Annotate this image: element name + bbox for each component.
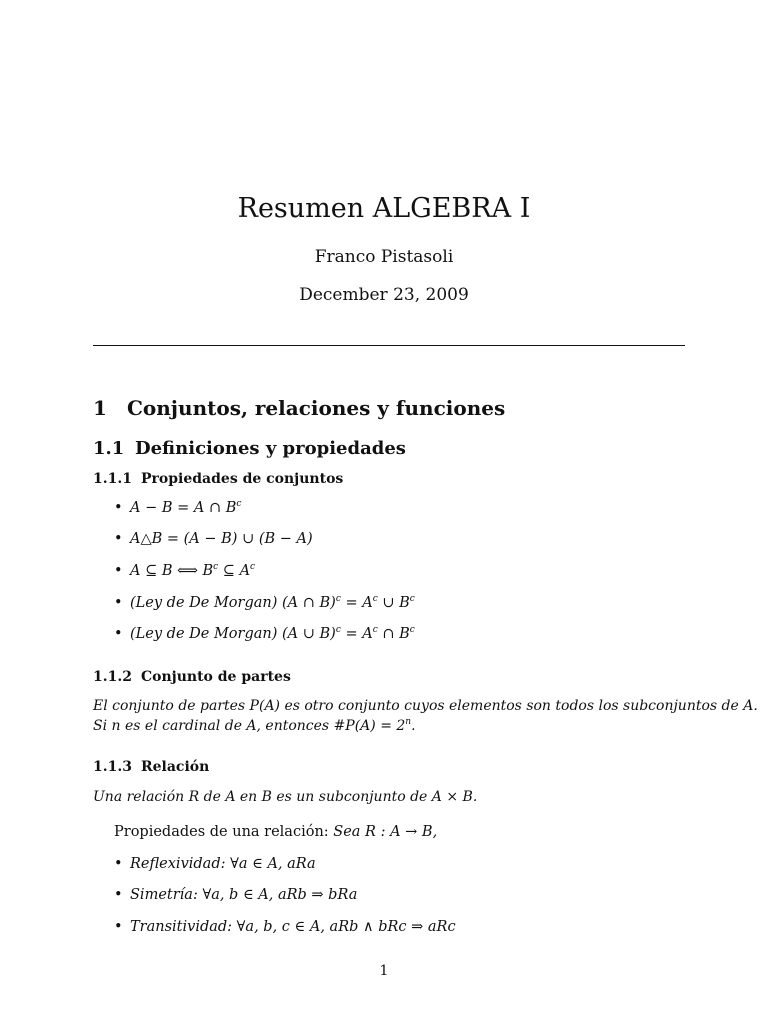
subsubsection-title: Relación — [141, 759, 210, 775]
subsubsection-heading — [93, 669, 291, 685]
list-item: • A ⊆ B ⟺ $B^c$ ⊆ $A^c$ — [114, 562, 256, 579]
paragraph-line: El conjunto de partes P(A) es otro conjunto cuyos elementos son todos los subconjuntos de A. — [93, 698, 758, 714]
list-item: • (Ley de De Morgan) (A ∪ $B)^c = A^c$ ∩ $B^c$ — [114, 625, 415, 642]
subsubsection-number: 1.1.2 — [93, 669, 132, 685]
subsubsection-title: Conjunto de partes — [141, 669, 291, 685]
subsection-number: 1.1 — [93, 438, 125, 459]
document-date: December 23, 2009 — [299, 285, 469, 305]
list-item: • Transitividad: ∀a, b, c ∈ A, aRb ∧ bRc ⇒ aRc — [114, 919, 456, 935]
list-item: • Reflexividad: ∀a ∈ A, aRa — [114, 856, 316, 872]
subsubsection-heading — [93, 759, 209, 775]
document-title: Resumen ALGEBRA I — [237, 193, 531, 224]
subsection-heading — [93, 438, 406, 459]
subsection-title: Definiciones y propiedades — [135, 438, 406, 459]
list-item: • A△B = (A − B) ∪ (B − A) — [114, 531, 313, 547]
paragraph-line: Si n es el cardinal de A, entonces #P(A) = $2^n$. — [93, 717, 416, 734]
subsubsection-number: 1.1.1 — [93, 471, 132, 487]
page-number: 1 — [379, 963, 389, 979]
section-title: Conjuntos, relaciones y funciones — [127, 396, 506, 420]
paragraph: Propiedades de una relación: Sea R : A → B, — [114, 824, 438, 840]
list-item: • (Ley de De Morgan) (A ∩ $B)^c = A^c$ ∪ $B^c$ — [114, 594, 415, 611]
section-number: 1 — [93, 396, 107, 420]
list-item: • Simetría: ∀a, b ∈ A, aRb ⇒ bRa — [114, 887, 358, 903]
paragraph — [93, 696, 758, 736]
horizontal-rule — [93, 345, 685, 346]
section-heading — [93, 396, 505, 420]
subsubsection-number: 1.1.3 — [93, 759, 132, 775]
list-item: • A − B = A ∩ $B^c$ — [114, 499, 242, 516]
paragraph: Una relación R de A en B es un subconjunto de A × B. — [93, 789, 478, 805]
subsubsection-title: Propiedades de conjuntos — [141, 471, 344, 487]
document-author: Franco Pistasoli — [314, 247, 454, 267]
subsubsection-heading — [93, 471, 343, 487]
